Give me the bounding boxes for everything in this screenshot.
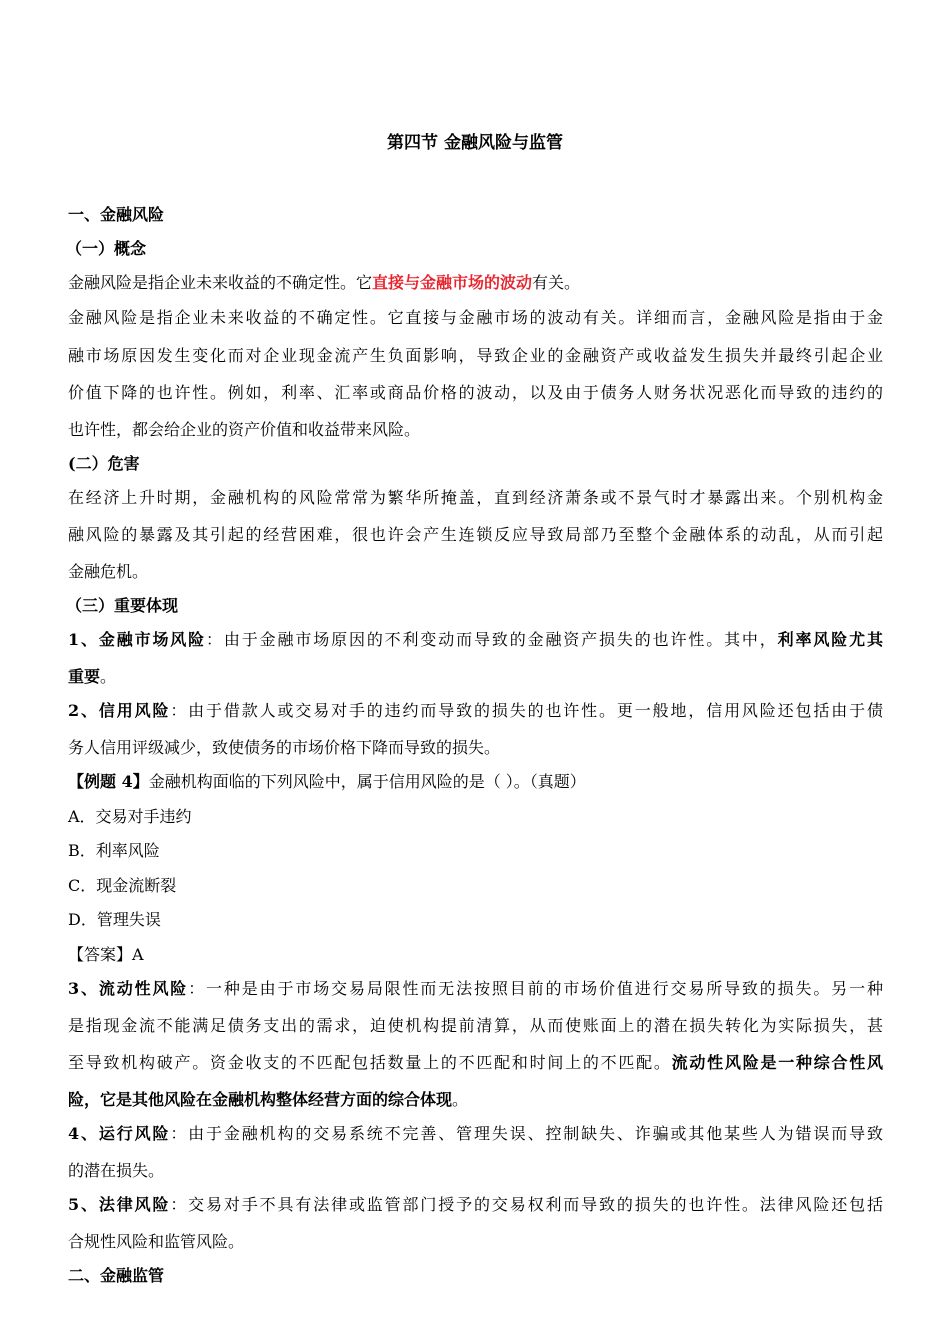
item3-line-1	[68, 976, 883, 999]
item3-label: 3、流动性风险	[68, 979, 189, 998]
answer: 【答案】A	[68, 945, 144, 964]
item1-label: 1、金融市场风险	[68, 630, 207, 649]
subheading-concept: （一）概念	[66, 239, 147, 258]
option-a: A．交易对手违约	[68, 807, 192, 826]
example-text: 金融机构面临的下列风险中，属于信用风险的是（ ）。（真题）	[148, 772, 586, 791]
option-c: C．现金流断裂	[68, 876, 177, 895]
item5-line-1	[68, 1192, 883, 1215]
section-title: 第四节 金融风险与监管	[387, 133, 563, 153]
item3-line-4	[68, 1087, 883, 1110]
option-b: B．利率风险	[68, 841, 160, 860]
item3-line3-bold: 流动性风险是一种综合性风	[671, 1053, 883, 1072]
item4-text: ：由于金融机构的交易系统不完善、管理失误、控制缺失、诈骗或其他某些人为错误而导致	[170, 1124, 883, 1143]
example-question	[68, 769, 883, 792]
item1-bold-tail: 利率风险尤其	[777, 630, 883, 649]
item4-line-1	[68, 1121, 883, 1144]
item4-label: 4、运行风险	[68, 1124, 171, 1143]
concept-para-line-2: 融市场原因发生变化而对企业现金流产生负面影响，导致企业的金融资产或收益发生损失并最终引起企业	[68, 346, 883, 365]
example-label: 【例题 4】	[68, 772, 149, 791]
item3-line3-text: 至导致机构破产。资金收支的不匹配包括数量上的不匹配和时间上的不匹配。	[68, 1053, 672, 1072]
heading-financial-risk: 一、金融风险	[68, 205, 165, 224]
item5-label: 5、法律风险	[68, 1195, 171, 1214]
harm-para-line-2: 融风险的暴露及其引起的经营困难，很也许会产生连锁反应导致局部乃至整个金融体系的动乱，从而引起	[68, 525, 883, 544]
concept-para-line-3: 价值下降的也许性。例如，利率、汇率或商品价格的波动，以及由于债务人财务状况恶化而导致的违约的	[68, 383, 883, 402]
item2-label: 2、信用风险	[68, 701, 171, 720]
item2-line-1	[68, 698, 883, 721]
item1-text: ：由于金融市场原因的不利变动而导致的金融资产损失的也许性。其中，	[206, 630, 778, 649]
item1-line-2	[68, 664, 883, 687]
item3-text: ：一种是由于市场交易局限性而无法按照目前的市场价值进行交易所导致的损失。另一种	[188, 979, 883, 998]
highlight-text: 直接与金融市场的波动	[372, 273, 533, 292]
concept-para-line-4: 也许性，都会给企业的资产价值和收益带来风险。	[68, 420, 421, 439]
harm-para-line-3: 金融危机。	[68, 562, 149, 581]
item3-line4-bold: 险，它是其他风险在金融机构整体经营方面的综合体现	[68, 1090, 453, 1109]
item1-line2-bold: 重要	[68, 667, 101, 686]
option-d: D．管理失误	[68, 910, 161, 929]
harm-para-line-1: 在经济上升时期，金融机构的风险常常为繁华所掩盖，直到经济萧条或不景气时才暴露出来。个别机构金	[68, 488, 883, 507]
item2-text: ：由于借款人或交易对手的违约而导致的损失的也许性。更一般地，信用风险还包括由于债	[170, 701, 883, 720]
concept-summary-line	[68, 270, 883, 293]
item3-line4-end: 。	[452, 1090, 469, 1109]
item3-line-2: 是指现金流不能满足债务支出的需求，迫使机构提前清算，从而使账面上的潜在损失转化为实际损失，甚	[68, 1016, 883, 1035]
item4-line-2: 的潜在损失。	[68, 1161, 165, 1180]
item1-line-1	[68, 627, 883, 650]
concept-summary-end: 有关。	[532, 273, 581, 292]
subheading-harm: (二）危害	[68, 454, 140, 473]
item3-line-3	[68, 1050, 883, 1073]
subheading-manifestation: （三）重要体现	[66, 596, 179, 615]
item2-line-2: 务人信用评级减少，致使债务的市场价格下降而导致的损失。	[68, 738, 501, 757]
item1-line2-end: 。	[100, 667, 117, 686]
concept-summary-text: 金融风险是指企业未来收益的不确定性。它	[68, 273, 373, 292]
item5-text: ：交易对手不具有法律或监管部门授予的交易权利而导致的损失的也许性。法律风险还包括	[170, 1195, 883, 1214]
concept-para-line-1: 金融风险是指企业未来收益的不确定性。它直接与金融市场的波动有关。详细而言，金融风险是指由于金	[68, 308, 883, 327]
item5-line-2: 合规性风险和监管风险。	[68, 1232, 245, 1251]
heading-financial-regulation: 二、金融监管	[68, 1266, 165, 1285]
